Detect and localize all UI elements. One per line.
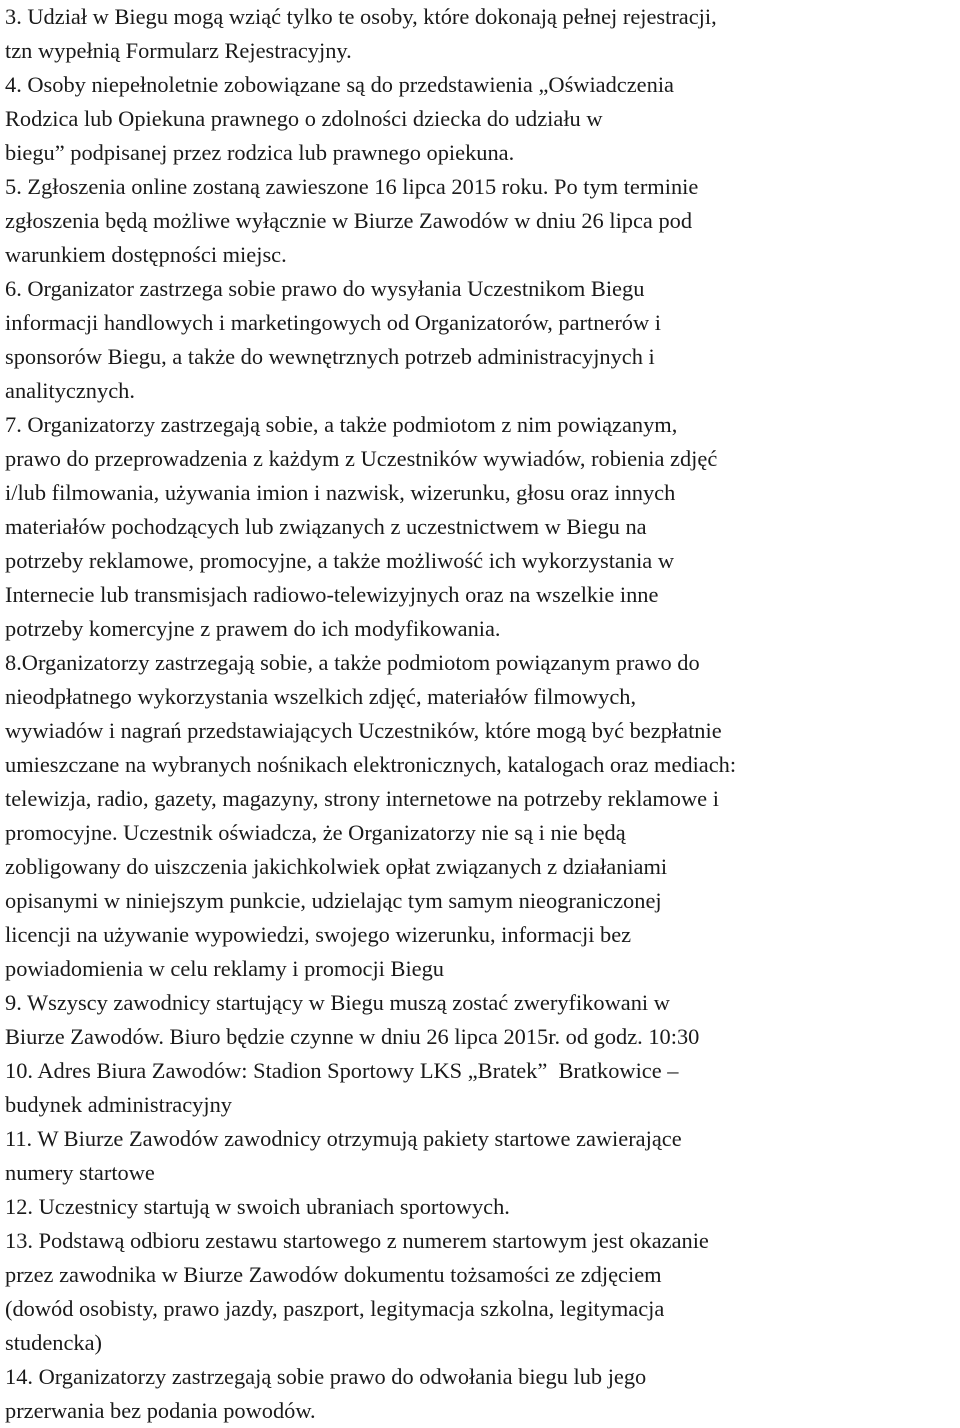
text-line: 8.Organizatorzy zastrzegają sobie, a także podmiotom powiązanym prawo do xyxy=(5,650,700,675)
text-line: informacji handlowych i marketingowych od Organizatorów, partnerów i xyxy=(5,310,661,335)
text-line: Internecie lub transmisjach radiowo-telewizyjnych oraz na wszelkie inne xyxy=(5,582,659,607)
text-line: zobligowany do uiszczenia jakichkolwiek opłat związanych z działaniami xyxy=(5,854,668,879)
text-line: opisanymi w niniejszym punkcie, udzielając tym samym nieograniczonej xyxy=(5,888,662,913)
text-line: licencji na używanie wypowiedzi, swojego wizerunku, informacji bez xyxy=(5,922,632,947)
text-line: studencka) xyxy=(5,1330,102,1355)
text-line: sponsorów Biegu, a także do wewnętrznych potrzeb administracyjnych i xyxy=(5,344,655,369)
paragraph-12 xyxy=(5,1190,950,1224)
text-line: 12. Uczestnicy startują w swoich ubraniach sportowych. xyxy=(5,1194,510,1219)
text-line: promocyjne. Uczestnik oświadcza, że Organizatorzy nie są i nie będą xyxy=(5,820,626,845)
paragraph-9 xyxy=(5,986,950,1054)
text-line: tzn wypełnią Formularz Rejestracyjny. xyxy=(5,38,352,63)
text-line: 10. Adres Biura Zawodów: Stadion Sportowy LKS „Bratek” Bratkowice – xyxy=(5,1058,679,1083)
text-line: wywiadów i nagrań przedstawiających Uczestników, które mogą być bezpłatnie xyxy=(5,718,722,743)
paragraph-11 xyxy=(5,1122,950,1190)
text-line: powiadomienia w celu reklamy i promocji Biegu xyxy=(5,956,444,981)
text-line: przez zawodnika w Biurze Zawodów dokumentu tożsamości ze zdjęciem xyxy=(5,1262,662,1287)
paragraph-8 xyxy=(5,646,950,986)
text-line: budynek administracyjny xyxy=(5,1092,232,1117)
text-line: 9. Wszyscy zawodnicy startujący w Biegu muszą zostać zweryfikowani w xyxy=(5,990,670,1015)
text-line: umieszczane na wybranych nośnikach elektronicznych, katalogach oraz mediach: xyxy=(5,752,737,777)
paragraph-3 xyxy=(5,0,950,68)
paragraph-10 xyxy=(5,1054,950,1122)
text-line: Biurze Zawodów. Biuro będzie czynne w dniu 26 lipca 2015r. od godz. 10:30 xyxy=(5,1024,700,1049)
text-line: 14. Organizatorzy zastrzegają sobie prawo do odwołania biegu lub jego xyxy=(5,1364,647,1389)
text-line: 7. Organizatorzy zastrzegają sobie, a także podmiotom z nim powiązanym, xyxy=(5,412,678,437)
text-line: nieodpłatnego wykorzystania wszelkich zdjęć, materiałów filmowych, xyxy=(5,684,637,709)
text-line: potrzeby reklamowe, promocyjne, a także możliwość ich wykorzystania w xyxy=(5,548,674,573)
paragraph-14 xyxy=(5,1360,950,1428)
text-line: biegu” podpisanej przez rodzica lub prawnego opiekuna. xyxy=(5,140,515,165)
text-line: Rodzica lub Opiekuna prawnego o zdolności dziecka do udziału w xyxy=(5,106,603,131)
text-line: potrzeby komercyjne z prawem do ich modyfikowania. xyxy=(5,616,501,641)
text-line: prawo do przeprowadzenia z każdym z Uczestników wywiadów, robienia zdjęć xyxy=(5,446,718,471)
paragraph-6 xyxy=(5,272,950,408)
paragraph-5 xyxy=(5,170,950,272)
text-line: zgłoszenia będą możliwe wyłącznie w Biurze Zawodów w dniu 26 lipca pod xyxy=(5,208,693,233)
paragraph-4 xyxy=(5,68,950,170)
paragraph-13 xyxy=(5,1224,950,1360)
text-line: (dowód osobisty, prawo jazdy, paszport, legitymacja szkolna, legitymacja xyxy=(5,1296,665,1321)
text-line: i/lub filmowania, używania imion i nazwisk, wizerunku, głosu oraz innych xyxy=(5,480,676,505)
text-line: 4. Osoby niepełnoletnie zobowiązane są do przedstawienia „Oświadczenia xyxy=(5,72,674,97)
text-line: warunkiem dostępności miejsc. xyxy=(5,242,287,267)
text-line: przerwania bez podania powodów. xyxy=(5,1398,316,1423)
text-line: 13. Podstawą odbioru zestawu startowego z numerem startowym jest okazanie xyxy=(5,1228,709,1253)
text-line: 3. Udział w Biegu mogą wziąć tylko te osoby, które dokonają pełnej rejestracji, xyxy=(5,4,717,29)
text-line: telewizja, radio, gazety, magazyny, strony internetowe na potrzeby reklamowe i xyxy=(5,786,719,811)
text-line: materiałów pochodzących lub związanych z uczestnictwem w Biegu na xyxy=(5,514,647,539)
document-body xyxy=(5,0,950,1428)
paragraph-7 xyxy=(5,408,950,646)
text-line: 11. W Biurze Zawodów zawodnicy otrzymują pakiety startowe zawierające xyxy=(5,1126,682,1151)
text-line: 5. Zgłoszenia online zostaną zawieszone 16 lipca 2015 roku. Po tym terminie xyxy=(5,174,699,199)
text-line: numery startowe xyxy=(5,1160,155,1185)
text-line: 6. Organizator zastrzega sobie prawo do wysyłania Uczestnikom Biegu xyxy=(5,276,645,301)
text-line: analitycznych. xyxy=(5,378,135,403)
